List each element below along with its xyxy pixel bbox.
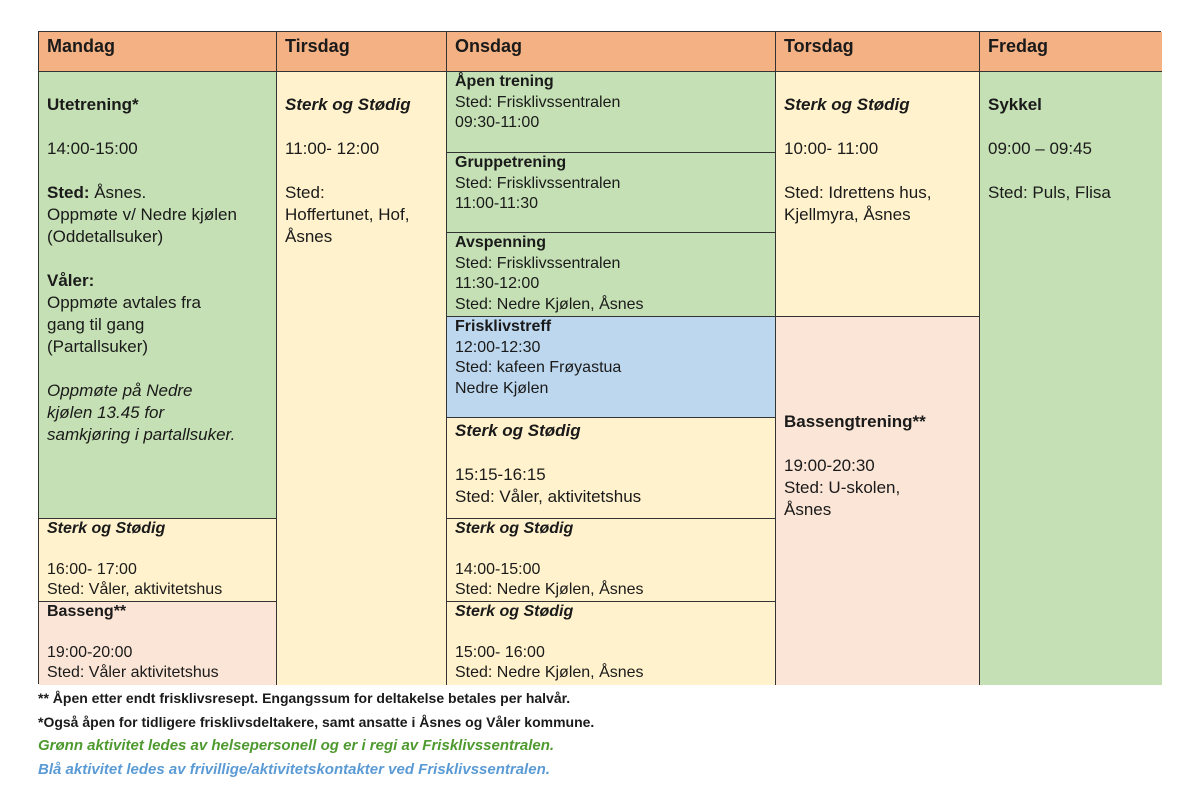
activity-title: Sykkel (988, 95, 1042, 114)
footnote-utetrening: *Også åpen for tidligere frisklivsdeltakere, samt ansatte i Åsnes og Våler kommune. (38, 714, 595, 730)
header-label: Fredag (988, 36, 1049, 56)
activity-time: 11:00-11:30 (455, 195, 539, 212)
activity-title: Sterk og Stødig (784, 95, 910, 114)
header-torsdag (776, 32, 980, 72)
activity-time: 09:30-11:00 (455, 114, 540, 131)
footnote-basseng: ** Åpen etter endt frisklivsresept. Engangssum for deltakelse betales per halvår. (38, 690, 571, 706)
activity-time: 14:00-15:00 (47, 139, 138, 158)
activity-detail: Oppmøte v/ Nedre kjølen (47, 205, 237, 224)
header-label: Tirsdag (285, 36, 350, 56)
activity-location (47, 182, 268, 204)
activity-location: Sted: Frisklivssentralen (455, 174, 621, 192)
activity-location: Sted: Idrettens hus, (784, 183, 932, 202)
activity-title: Åpen trening (455, 73, 554, 90)
onsdag-sterk-og-stodig-3 (447, 602, 776, 685)
torsdag-sterk-og-stodig (776, 72, 980, 317)
activity-location: Sted: Nedre Kjølen, Åsnes (455, 664, 644, 681)
header-onsdag (447, 32, 776, 72)
schedule-table (38, 31, 1161, 684)
activity-note: Oppmøte på Nedre (47, 381, 193, 400)
activity-time: 14:00-15:00 (455, 560, 541, 578)
activity-location: Sted: kafeen Frøyastua (455, 359, 622, 376)
activity-note: samkjøring i partallsuker. (47, 425, 236, 444)
activity-location: Sted: Nedre Kjølen, Åsnes (455, 295, 644, 313)
activity-location: Sted: (285, 183, 325, 202)
activity-time: 12:00-12:30 (455, 338, 541, 356)
activity-location: Kjellmyra, Åsnes (784, 205, 911, 224)
activity-location: Nedre Kjølen (455, 379, 549, 397)
legend-blue: Blå aktivitet ledes av frivillige/aktivitetskontakter ved Frisklivssentralen. (38, 761, 550, 778)
activity-time: 10:00- 11:00 (784, 139, 879, 158)
activity-time: 15:00- 16:00 (455, 643, 545, 661)
mandag-basseng (39, 602, 277, 685)
activity-time: 15:15-16:15 (455, 465, 546, 484)
footnotes (38, 686, 594, 782)
activity-detail: gang til gang (47, 315, 145, 334)
onsdag-sterk-og-stodig-2 (447, 519, 776, 602)
onsdag-frisklivstreff (447, 317, 776, 418)
activity-location: Sted: Våler, aktivitetshus (47, 581, 223, 598)
activity-time: 09:00 – 09:45 (988, 139, 1092, 158)
header-tirsdag (277, 32, 447, 72)
torsdag-bassengtrening (776, 317, 980, 685)
activity-title: Sterk og Stødig (455, 603, 574, 620)
activity-title: Frisklivstreff (455, 318, 552, 335)
activity-title: Basseng** (47, 603, 127, 620)
activity-time: 19:00-20:30 (784, 456, 875, 475)
onsdag-gruppetrening (447, 153, 776, 233)
header-label: Mandag (47, 36, 116, 56)
valer-label: Våler: (47, 271, 95, 290)
activity-location: Sted: Våler aktivitetshus (47, 664, 219, 681)
mandag-utetrening (39, 72, 277, 519)
activity-time: 16:00- 17:00 (47, 560, 137, 578)
activity-title: Sterk og Stødig (285, 95, 411, 114)
onsdag-apen-trening (447, 72, 776, 153)
activity-detail: (Partallsuker) (47, 337, 149, 356)
activity-location: Sted: Frisklivssentralen (455, 254, 621, 272)
sted-label: Sted: (47, 183, 90, 202)
activity-location: Åsnes (285, 227, 333, 246)
activity-time: 19:00-20:00 (47, 643, 133, 661)
onsdag-avspenning (447, 233, 776, 317)
tirsdag-sterk-og-stodig (277, 72, 447, 685)
activity-time: 11:00- 12:00 (285, 139, 380, 158)
mandag-sterk-og-stodig (39, 519, 277, 602)
sted-value: Åsnes. (89, 183, 147, 202)
activity-note: kjølen 13.45 for (47, 403, 165, 422)
header-mandag (39, 32, 277, 72)
activity-title: Sterk og Stødig (455, 520, 574, 537)
activity-time: 11:30-12:00 (455, 275, 540, 292)
activity-location: Åsnes (784, 500, 832, 519)
activity-title: Avspenning (455, 234, 546, 251)
activity-title: Sterk og Stødig (455, 421, 581, 440)
activity-location: Sted: U-skolen, (784, 478, 901, 497)
legend-green: Grønn aktivitet ledes av helsepersonell og er i regi av Frisklivssentralen. (38, 737, 555, 754)
activity-location: Hoffertunet, Hof, (285, 205, 410, 224)
header-label: Onsdag (455, 36, 523, 56)
header-fredag (980, 32, 1162, 72)
activity-location: Sted: Frisklivssentralen (455, 93, 621, 111)
activity-title: Sterk og Stødig (47, 520, 166, 537)
fredag-sykkel (980, 72, 1162, 685)
activity-location: Sted: Nedre Kjølen, Åsnes (455, 581, 644, 598)
onsdag-sterk-og-stodig-1 (447, 418, 776, 519)
activity-location: Sted: Puls, Flisa (988, 183, 1111, 202)
activity-detail: Oppmøte avtales fra (47, 293, 202, 312)
activity-title: Bassengtrening** (784, 412, 926, 431)
activity-title: Utetrening* (47, 95, 139, 114)
header-label: Torsdag (784, 36, 854, 56)
activity-location: Sted: Våler, aktivitetshus (455, 487, 642, 506)
activity-detail: (Oddetallsuker) (47, 227, 164, 246)
activity-title: Gruppetrening (455, 154, 567, 171)
